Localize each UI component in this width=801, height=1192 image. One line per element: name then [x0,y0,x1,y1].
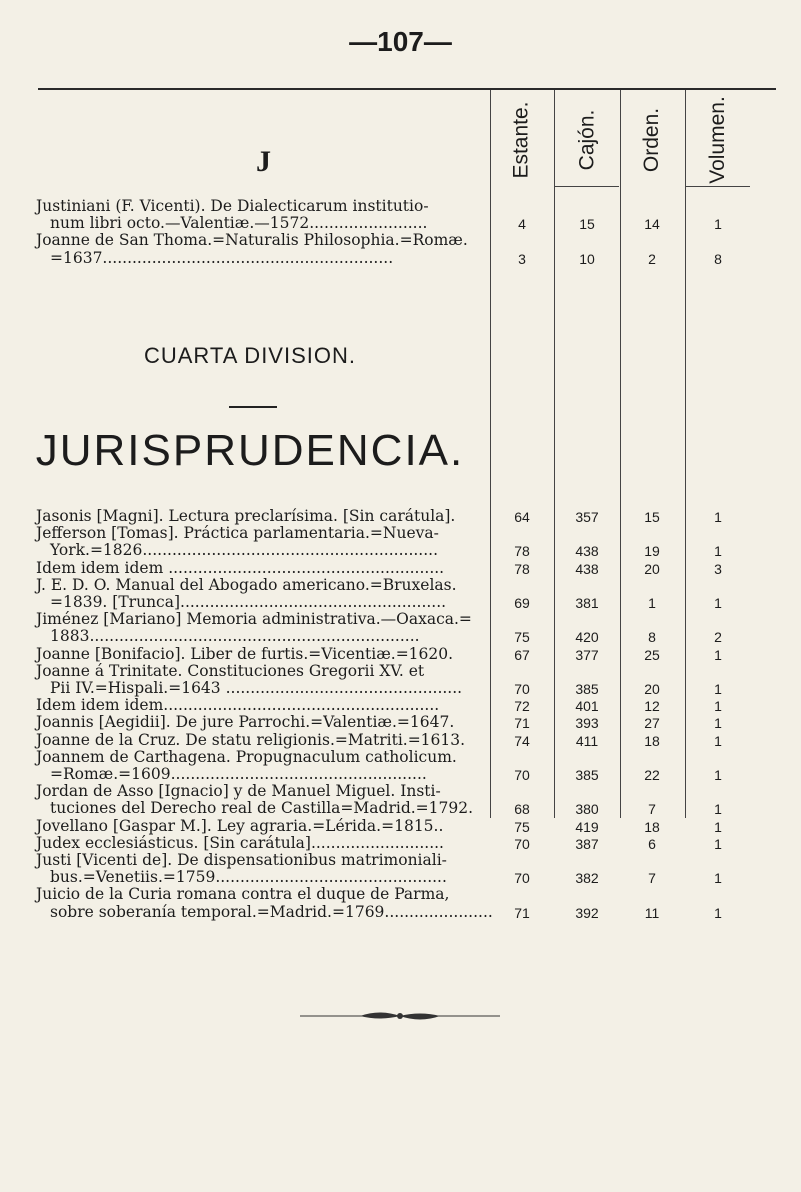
cajon-value: 377 [575,646,599,663]
volumen-value: 1 [714,835,722,852]
estante-value: 70 [514,835,530,852]
entry-text: =Romæ.=1609.................................................... [50,765,427,783]
entry-text: Joannem de Carthagena. Propugnaculum catholicum. [36,747,457,766]
orden-value: 18 [644,818,660,835]
volumen-value: 1 [714,767,722,783]
cajon-value: 380 [575,801,599,818]
orden-value: 20 [644,560,660,577]
volumen-value: 1 [714,801,722,818]
entry-text: Joannis [Aegidii]. De jure Parrochi.=Valentiæ.=1647. [36,713,455,732]
estante-value: 75 [514,818,530,835]
cajon-value: 10 [579,250,595,267]
section-letter: J [256,145,271,178]
estante-value: 70 [514,767,530,783]
entry-text: J. E. D. O. Manual del Abogado americano.=Bruxelas. [36,575,457,594]
estante-value: 69 [514,595,530,611]
entry-text: 1883................................................................... [50,627,420,646]
entry-text: Jovellano [Gaspar M.]. Ley agraria.=Lérida.=1815.. [36,816,444,835]
estante-value: 75 [514,629,530,646]
cajon-value: 15 [579,216,595,233]
entry-text: sobre soberanía temporal.=Madrid.=1769...................... [50,902,493,921]
entry-text: Joanne [Bonifacio]. Liber de furtis.=Vicentiæ.=1620. [36,644,454,663]
header-rule-volumen [686,186,750,187]
table-divider-1 [554,90,555,818]
orden-value: 18 [644,732,660,749]
cajon-value: 385 [575,767,599,783]
entry-text: num libri octo.—Valentiæ.—1572........................ [50,214,428,233]
orden-value: 12 [644,698,660,715]
volumen-value: 1 [714,681,722,697]
heading-rule [229,406,277,408]
estante-value: 71 [514,904,530,921]
entry-text: York.=1826............................................................ [50,541,438,560]
estante-value: 74 [514,732,530,749]
cajon-value: 438 [575,543,599,560]
estante-value: 78 [514,560,530,577]
header-rule-cajon [555,186,619,187]
volumen-value: 1 [714,595,722,611]
cajon-value: 420 [575,629,599,646]
top-rule [38,88,776,90]
estante-value: 68 [514,801,530,818]
entry-text: Joanne de San Thoma.=Naturalis Philosophia.=Romæ. [36,231,468,250]
entry-text: Jiménez [Mariano] Memoria administrativa.—Oaxaca.= [36,610,472,629]
estante-value: 78 [514,543,530,560]
estante-value: 67 [514,646,530,663]
entry-text: Jasonis [Magni]. Lectura preclarísima. [Sin carátula]. [36,507,456,525]
entry-text: Judex ecclesiásticus. [Sin carátula]........................... [36,833,444,852]
cajon-value: 438 [575,560,599,577]
column-header-orden: Orden. [640,107,664,173]
volumen-value: 1 [714,216,722,233]
orden-value: 7 [648,801,656,818]
volumen-value: 1 [714,870,722,887]
table-divider-3 [685,90,686,818]
entry-text: Pii IV.=Hispali.=1643 ................................................ [50,679,463,697]
volumen-value: 8 [714,250,722,267]
estante-value: 71 [514,715,530,732]
entry-text: Idem idem idem........................................................ [36,696,440,715]
column-header-cajon: Cajón. [575,109,599,171]
volumen-value: 1 [714,509,722,525]
volumen-value: 1 [714,698,722,715]
orden-value: 20 [644,681,660,697]
entry-text: Joanne á Trinitate. Constituciones Gregorii XV. et [36,661,425,680]
estante-value: 3 [518,250,526,267]
cajon-value: 411 [575,732,599,749]
entry-text: tuciones del Derecho real de Castilla=Madrid.=1792. [50,799,474,818]
orden-value: 1 [648,595,656,611]
division-heading: CUARTA DIVISION. [143,343,356,368]
entry-text: Jefferson [Tomas]. Práctica parlamentaria.=Nueva- [36,524,439,543]
volumen-value: 2 [714,629,722,646]
entry-text: =1839. [Trunca]...................................................... [50,593,447,611]
volumen-value: 3 [714,560,722,577]
volumen-value: 1 [714,818,722,835]
orden-value: 19 [644,543,660,560]
volumen-value: 1 [714,715,722,732]
orden-value: 11 [644,904,660,921]
cajon-value: 419 [575,818,599,835]
estante-value: 72 [514,698,530,715]
orden-value: 22 [644,767,660,783]
volumen-value: 1 [714,646,722,663]
cajon-value: 392 [575,904,599,921]
section-title: JURISPRUDENCIA. [35,426,465,475]
entry-text: =1637........................................................... [50,248,394,267]
estante-value: 4 [518,216,526,233]
estante-value: 70 [514,870,530,887]
entry-text: Idem idem idem ........................................................ [36,558,445,577]
orden-value: 25 [644,646,660,663]
entry-text: Justi [Vicenti de]. De dispensationibus matrimoniali- [36,851,447,869]
estante-value: 64 [514,509,530,525]
cajon-value: 387 [575,835,599,852]
volumen-value: 1 [714,732,722,749]
column-header-estante: Estante. [510,101,533,179]
cajon-value: 382 [575,870,599,887]
entry-text: Joanne de la Cruz. De statu religionis.=Matriti.=1613. [36,730,466,749]
cajon-value: 401 [575,698,599,715]
orden-value: 14 [644,216,660,233]
orden-value: 27 [644,715,660,732]
cajon-value: 381 [575,595,599,611]
estante-value: 70 [514,681,530,697]
orden-value: 8 [648,629,656,646]
entry-text: bus.=Venetiis.=1759............................................... [50,868,447,887]
entry-text: Justiniani (F. Vicenti). De Dialecticarum institutio- [36,197,429,215]
volumen-value: 1 [714,904,722,921]
closing-ornament [300,1010,500,1022]
page-number: —107— [349,26,452,57]
cajon-value: 393 [575,715,599,732]
cajon-value: 357 [575,509,599,525]
orden-value: 15 [644,509,660,525]
orden-value: 2 [648,250,656,267]
entry-text: Juicio de la Curia romana contra el duque de Parma, [36,885,450,904]
cajon-value: 385 [575,681,599,697]
column-header-volumen: Volumen. [706,96,729,184]
orden-value: 6 [648,835,656,852]
orden-value: 7 [648,870,656,887]
table-divider-2 [620,90,621,818]
entry-text: Jordan de Asso [Ignacio] y de Manuel Miguel. Insti- [36,782,441,801]
volumen-value: 1 [714,543,722,560]
